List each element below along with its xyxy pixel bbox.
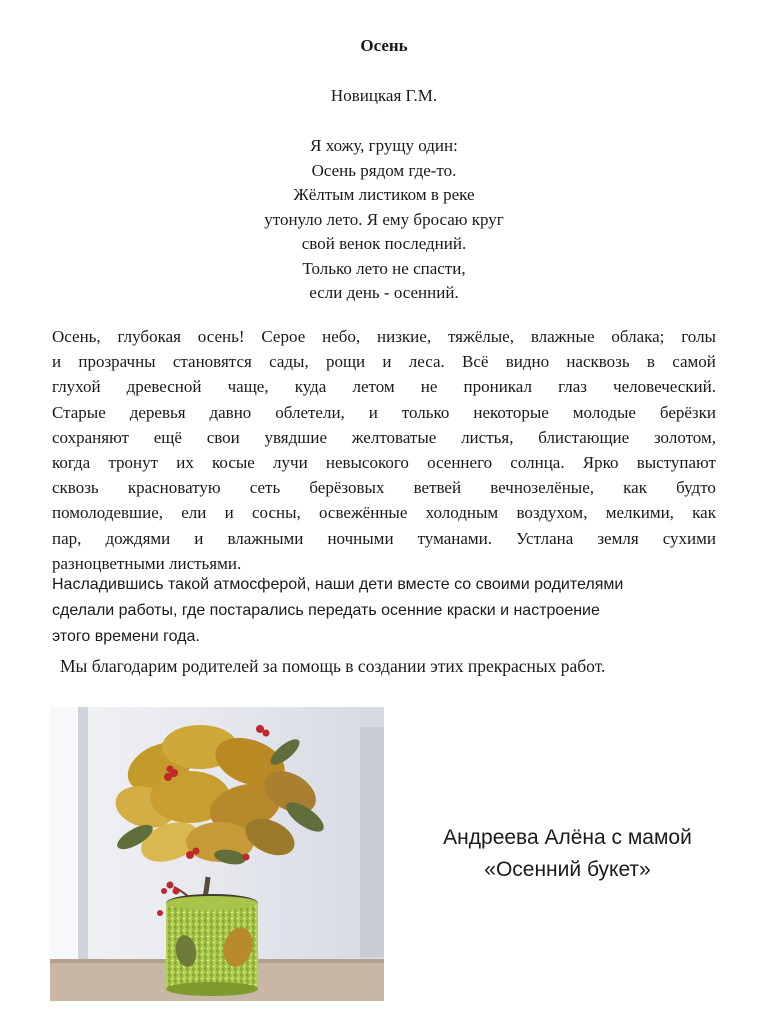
- prose-line: пар, дождями и влажными ночными туманами. Устлана земля сухими: [52, 528, 716, 548]
- autumn-bouquet-image: [50, 707, 384, 1001]
- prose-line: глухой древесной чаще, куда летом не проникал глаз человеческий.: [52, 377, 716, 397]
- parents-line: сделали работы, где постарались передать осенние краски и настроение: [52, 602, 600, 619]
- poem-author: Новицкая Г.М.: [330, 86, 438, 105]
- poem-line: свой венок последний.: [301, 234, 467, 253]
- caption-author: Андреева Алёна с мамой: [443, 826, 692, 849]
- parents-line: Насладившись такой атмосферой, наши дети вместе со своими родителями: [52, 576, 624, 593]
- caption-title: «Осенний букет»: [484, 858, 651, 881]
- thanks-line: Мы благодарим родителей за помощь в создании этих прекрасных работ.: [60, 656, 606, 676]
- prose-line: сквозь красноватую сеть берёзовых ветвей вечнозелёные, как будто: [52, 478, 716, 498]
- prose-line: помолодевшие, ели и сосны, освежённые холодным воздухом, мелкими, как: [52, 503, 716, 523]
- poem-line: Я хожу, грущу один:: [310, 136, 458, 155]
- poem-line: Жёлтым листиком в реке: [293, 185, 475, 204]
- prose-line: сохраняют ещё свои увядшие желтоватые листья, блистающие золотом,: [52, 427, 716, 447]
- poem-line: Только лето не спасти,: [302, 258, 466, 278]
- prose-line: Старые деревья давно облетели, и только некоторые молодые берёзки: [52, 402, 716, 422]
- prose-paragraph: [52, 324, 716, 576]
- prose-line: и прозрачны становятся сады, рощи и леса. Всё видно насквозь в самой: [52, 352, 716, 372]
- parents-line: этого времени года.: [52, 628, 200, 645]
- photo-caption: [410, 822, 725, 886]
- prose-line: разноцветными листьями.: [52, 553, 242, 573]
- prose-line: Осень, глубокая осень! Серое небо, низкие, тяжёлые, влажные облака; голы: [52, 327, 716, 346]
- poem: [0, 134, 768, 306]
- poem-line: утонуло лето. Я ему бросаю круг: [264, 209, 504, 229]
- poem-line: если день - осенний.: [309, 283, 459, 302]
- prose-line: когда тронут их косые лучи невысокого осеннего солнца. Ярко выступают: [52, 453, 716, 473]
- document-title: Осень: [360, 36, 408, 55]
- poem-line: Осень рядом где-то.: [311, 160, 457, 180]
- parents-paragraph: [52, 572, 732, 650]
- bouquet-photo: [50, 707, 384, 1001]
